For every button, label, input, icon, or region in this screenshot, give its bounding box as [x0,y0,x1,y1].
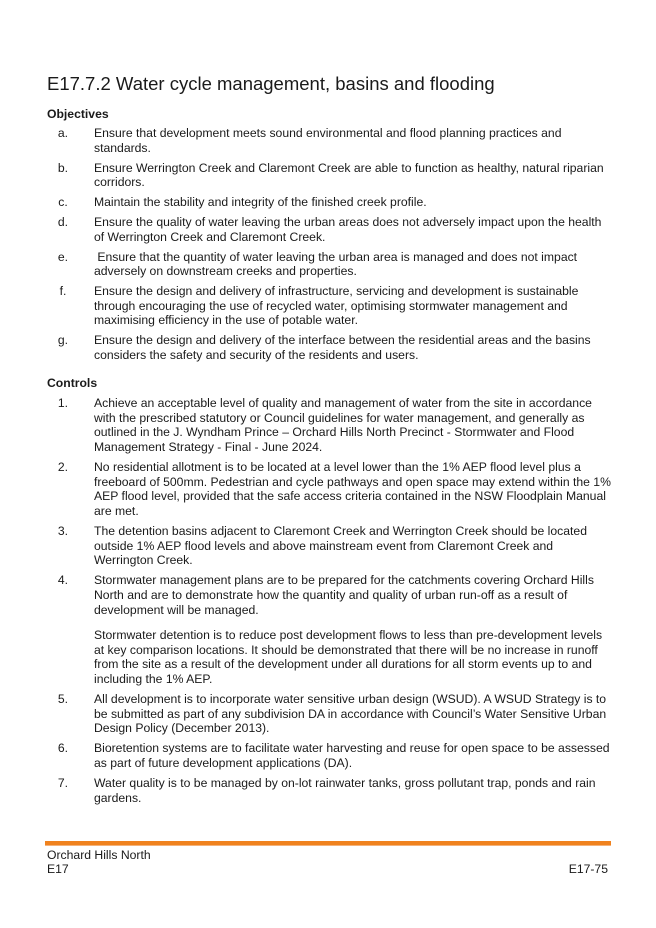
footer-document-title: Orchard Hills North [47,848,151,862]
footer-divider [45,841,611,846]
list-marker: b. [57,160,69,175]
list-item-text: Achieve an acceptable level of quality and management of water from the site in accordance with the prescribed statutory or Council guidelines for water management, and generally as outlined in the J. Wyndham Prince – Orchard Hills North Precinct - Stormwater and Flood Management Strategy - Final - June 2024. [94,396,592,454]
footer-page-number: E17-75 [568,862,608,876]
list-marker: 6. [57,741,69,756]
list-item-text: Water quality is to be managed by on-lot rainwater tanks, gross pollutant trap, ponds and rain gardens. [94,776,596,805]
list-item-text: Ensure the design and delivery of infrastructure, servicing and development is sustainable through encouraging the use of recycled water, optimising stormwater management and maximising efficiency in the use of potable water. [94,284,579,328]
list-item [47,284,612,328]
list-item-text: Ensure the design and delivery of the interface between the residential areas and the basins considers the safety and security of the residents and users. [94,333,591,363]
list-item [47,741,612,770]
list-marker: 3. [57,523,69,538]
controls-title: Controls [47,376,98,390]
list-item-text: Ensure Werrington Creek and Claremont Creek are able to function as healthy, natural riparian corridors. [94,160,604,190]
section-heading: E17.7.2 Water cycle management, basins and flooding [47,73,495,94]
list-item [47,692,612,736]
list-item-text: Bioretention systems are to facilitate water harvesting and reuse for open space to be assessed as part of future development applications (DA). [94,741,610,771]
list-item [47,333,612,362]
list-marker: d. [57,215,69,230]
list-item-text: Maintain the stability and integrity of the finished creek profile. [94,195,427,210]
list-marker: g. [57,333,69,348]
list-marker: 5. [57,692,69,707]
list-item [47,195,612,210]
list-item-text: The detention basins adjacent to Claremont Creek and Werrington Creek should be located outside 1% AEP flood levels and above mainstream event from Claremont Creek and Werrington Creek. [94,523,587,568]
list-item-text: Ensure that development meets sound environmental and flood planning practices and standards. [94,126,562,155]
list-item [47,396,612,454]
list-item [47,573,612,686]
list-item [47,524,612,568]
controls-list [47,396,612,811]
list-marker: c. [58,195,68,210]
list-item-text: Ensure that the quantity of water leaving the urban area is managed and does not impact adversely on downstream creeks and properties. [94,249,581,279]
list-marker: 2. [57,459,69,474]
list-item [47,126,612,155]
list-item-text: Stormwater detention is to reduce post development flows to less than pre-development levels at key comparison locations. It should be demonstrated that there will be no increase in runoff from the site as a result of the development under all durations for all storm events up to and including the 1% AEP. [94,628,603,686]
list-item [47,215,612,244]
objectives-list [47,126,612,368]
list-marker: 4. [57,573,69,588]
objectives-title: Objectives [47,107,109,121]
list-marker: a. [57,126,69,140]
list-item-text: All development is to incorporate water sensitive urban design (WSUD). A WSUD Strategy is to be submitted as part of any subdivision DA in accordance with Council’s Water Sensitive Urban Design Policy (December 2013). [94,692,607,736]
list-marker: 1. [57,396,69,410]
list-item [47,776,612,805]
list-item [47,250,612,279]
list-item [47,161,612,190]
footer-section-code: E17 [47,862,69,876]
list-item-text: No residential allotment is to be located at a level lower than the 1% AEP flood level plus a freeboard of 500mm. Pedestrian and cycle pathways and open space may extend within the 1% AEP flood level, provided that the safe access criteria contained in the NSW Floodplain Manual are met. [94,459,611,518]
list-marker: 7. [57,776,69,791]
list-marker: e. [57,249,69,264]
list-item-text: Stormwater management plans are to be prepared for the catchments covering Orchard Hills North and are to demonstrate how the quantity and quality of urban run-off as a result of development will be managed. [94,573,594,617]
list-marker: f. [59,284,67,299]
list-item [47,460,612,518]
list-item-text: Ensure the quality of water leaving the urban areas does not adversely impact upon the health of Werrington Creek and Claremont Creek. [94,215,602,244]
